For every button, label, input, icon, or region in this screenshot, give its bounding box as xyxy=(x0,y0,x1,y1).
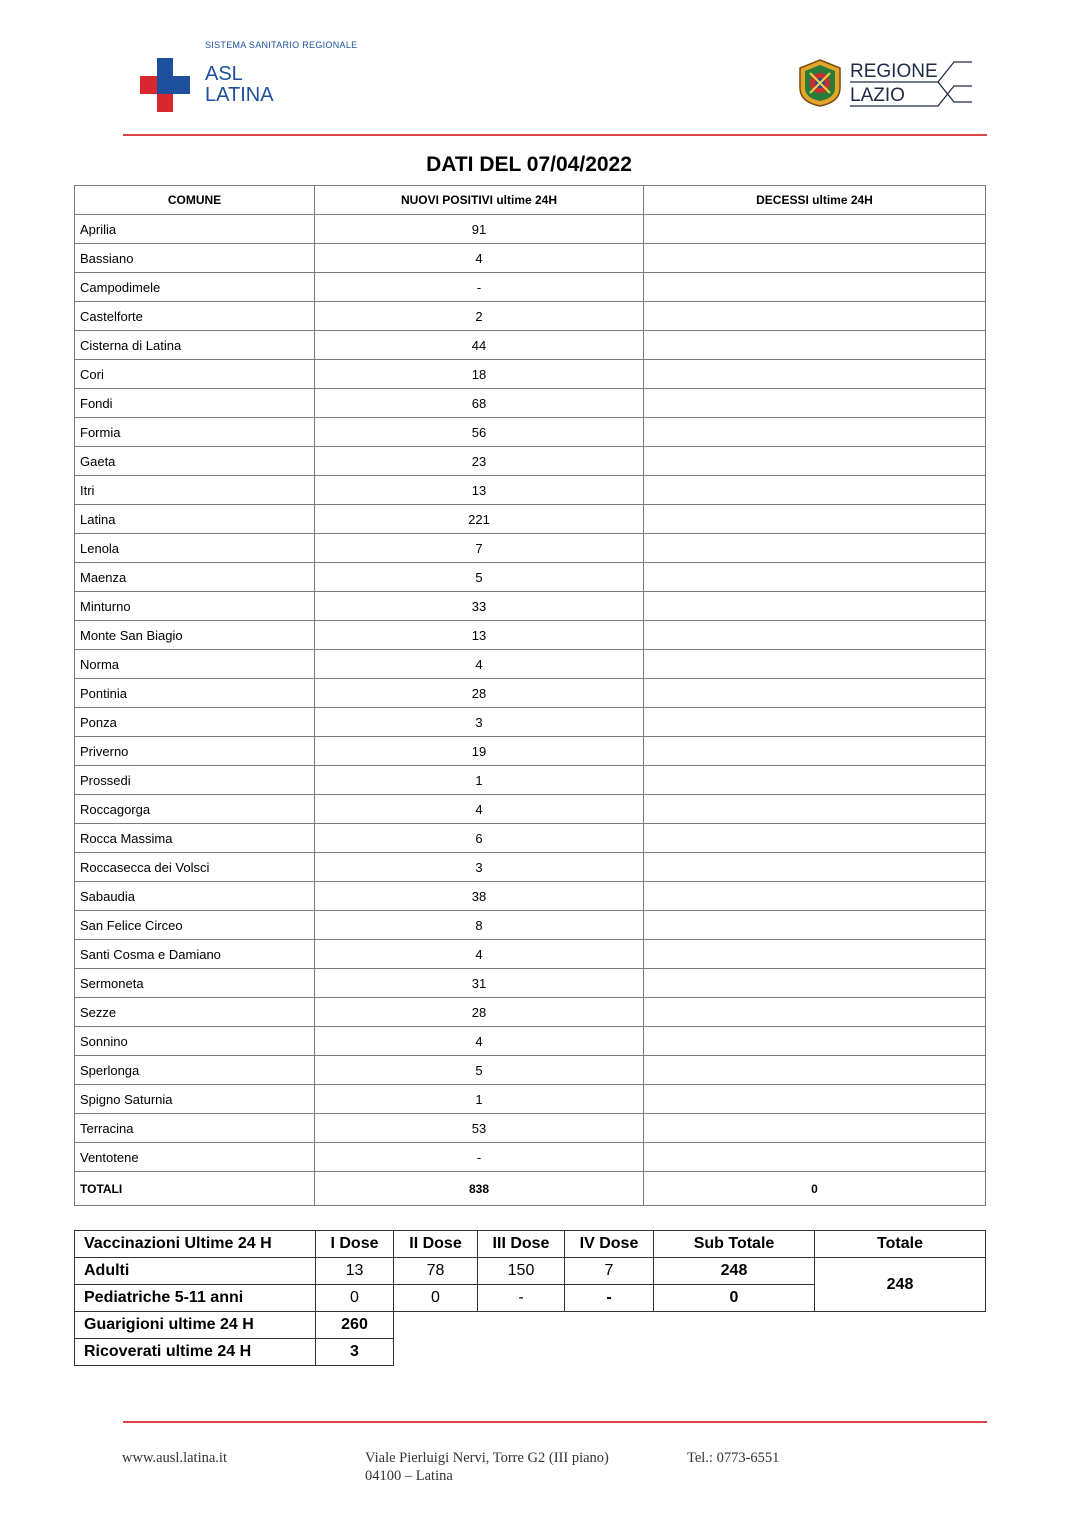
cell-comune: Spigno Saturnia xyxy=(75,1085,315,1114)
adulti-subtotale: 248 xyxy=(654,1258,815,1285)
cell-decessi xyxy=(644,1085,986,1114)
cell-positivi: 18 xyxy=(315,360,644,389)
cell-positivi: 44 xyxy=(315,331,644,360)
cell-comune: Lenola xyxy=(75,534,315,563)
vacc-header-dose2: II Dose xyxy=(394,1231,478,1258)
table-row xyxy=(75,766,986,795)
table-row xyxy=(75,418,986,447)
table-row xyxy=(75,273,986,302)
cell-positivi: 28 xyxy=(315,679,644,708)
ricoverati-row xyxy=(75,1339,986,1366)
cell-decessi xyxy=(644,302,986,331)
cell-positivi: 7 xyxy=(315,534,644,563)
cell-comune: Castelforte xyxy=(75,302,315,331)
table-row xyxy=(75,389,986,418)
cell-comune: Ponza xyxy=(75,708,315,737)
cell-comune: Rocca Massima xyxy=(75,824,315,853)
cell-comune: San Felice Circeo xyxy=(75,911,315,940)
cell-decessi xyxy=(644,940,986,969)
cell-comune: Prossedi xyxy=(75,766,315,795)
lazio-emblem-icon xyxy=(796,58,844,108)
pediatriche-dose3: - xyxy=(478,1285,565,1312)
pediatriche-label: Pediatriche 5-11 anni xyxy=(75,1285,316,1312)
cell-positivi: - xyxy=(315,1143,644,1172)
cell-decessi xyxy=(644,244,986,273)
cell-positivi: 38 xyxy=(315,882,644,911)
table-row xyxy=(75,650,986,679)
cell-positivi: 91 xyxy=(315,215,644,244)
totals-decessi: 0 xyxy=(644,1172,986,1206)
cell-comune: Ventotene xyxy=(75,1143,315,1172)
cell-positivi: - xyxy=(315,273,644,302)
cell-decessi xyxy=(644,447,986,476)
region-name xyxy=(850,60,938,108)
cell-positivi: 13 xyxy=(315,476,644,505)
cell-decessi xyxy=(644,1143,986,1172)
header-comune: COMUNE xyxy=(75,186,315,215)
vacc-header-totale: Totale xyxy=(815,1231,986,1258)
table-row xyxy=(75,998,986,1027)
footer-divider xyxy=(123,1421,987,1423)
table-row xyxy=(75,1056,986,1085)
asl-name xyxy=(205,64,274,106)
cell-positivi: 3 xyxy=(315,853,644,882)
regione-lazio-logo xyxy=(796,56,976,112)
table-row xyxy=(75,911,986,940)
cell-comune: Aprilia xyxy=(75,215,315,244)
cell-comune: Sezze xyxy=(75,998,315,1027)
cell-comune: Latina xyxy=(75,505,315,534)
cell-decessi xyxy=(644,1056,986,1085)
header-divider xyxy=(123,134,987,136)
table-row xyxy=(75,621,986,650)
cell-comune: Bassiano xyxy=(75,244,315,273)
cell-decessi xyxy=(644,824,986,853)
adulti-label: Adulti xyxy=(75,1258,316,1285)
cell-comune: Maenza xyxy=(75,563,315,592)
cell-decessi xyxy=(644,853,986,882)
table-row xyxy=(75,1143,986,1172)
table-row xyxy=(75,331,986,360)
vacc-header-dose1: I Dose xyxy=(316,1231,394,1258)
cell-positivi: 2 xyxy=(315,302,644,331)
cell-positivi: 31 xyxy=(315,969,644,998)
adulti-dose2: 78 xyxy=(394,1258,478,1285)
table-row xyxy=(75,215,986,244)
cell-positivi: 1 xyxy=(315,766,644,795)
vacc-header-row xyxy=(75,1231,986,1258)
vacc-totale: 248 xyxy=(815,1258,986,1312)
footer-address-line2: 04100 – Latina xyxy=(365,1468,453,1484)
cell-positivi: 1 xyxy=(315,1085,644,1114)
table-row xyxy=(75,1027,986,1056)
table-row xyxy=(75,824,986,853)
totals-label: TOTALI xyxy=(75,1172,315,1206)
cell-decessi xyxy=(644,215,986,244)
cell-positivi: 6 xyxy=(315,824,644,853)
table-row xyxy=(75,1085,986,1114)
cell-comune: Priverno xyxy=(75,737,315,766)
cell-comune: Gaeta xyxy=(75,447,315,476)
vacc-header-dose3: III Dose xyxy=(478,1231,565,1258)
cell-decessi xyxy=(644,563,986,592)
cell-decessi xyxy=(644,650,986,679)
header-decessi: DECESSI ultime 24H xyxy=(644,186,986,215)
cell-comune: Roccagorga xyxy=(75,795,315,824)
cell-positivi: 4 xyxy=(315,795,644,824)
cell-decessi xyxy=(644,476,986,505)
cell-comune: Sabaudia xyxy=(75,882,315,911)
cell-positivi: 4 xyxy=(315,1027,644,1056)
cell-decessi xyxy=(644,418,986,447)
cell-positivi: 23 xyxy=(315,447,644,476)
cell-comune: Formia xyxy=(75,418,315,447)
cell-decessi xyxy=(644,969,986,998)
cell-positivi: 68 xyxy=(315,389,644,418)
cell-positivi: 28 xyxy=(315,998,644,1027)
table-row xyxy=(75,708,986,737)
table-row xyxy=(75,360,986,389)
cell-comune: Fondi xyxy=(75,389,315,418)
cell-comune: Roccasecca dei Volsci xyxy=(75,853,315,882)
table-row xyxy=(75,534,986,563)
table-header-row xyxy=(75,186,986,215)
table-row xyxy=(75,447,986,476)
asl-name-line1: ASL xyxy=(205,63,243,85)
cell-comune: Cisterna di Latina xyxy=(75,331,315,360)
cell-positivi: 5 xyxy=(315,1056,644,1085)
guarigioni-value: 260 xyxy=(316,1312,394,1339)
table-row xyxy=(75,476,986,505)
cell-comune: Santi Cosma e Damiano xyxy=(75,940,315,969)
cell-comune: Terracina xyxy=(75,1114,315,1143)
table-row xyxy=(75,853,986,882)
cell-decessi xyxy=(644,273,986,302)
table-row xyxy=(75,302,986,331)
vacc-row-adulti xyxy=(75,1258,986,1285)
cell-decessi xyxy=(644,331,986,360)
totals-row xyxy=(75,1172,986,1206)
cell-decessi xyxy=(644,766,986,795)
vacc-header-dose4: IV Dose xyxy=(565,1231,654,1258)
ricoverati-label: Ricoverati ultime 24 H xyxy=(75,1339,316,1366)
cell-decessi xyxy=(644,505,986,534)
table-row xyxy=(75,795,986,824)
table-row xyxy=(75,1114,986,1143)
cell-positivi: 4 xyxy=(315,650,644,679)
vacc-header-subtotale: Sub Totale xyxy=(654,1231,815,1258)
table-row xyxy=(75,505,986,534)
cell-comune: Minturno xyxy=(75,592,315,621)
ricoverati-value: 3 xyxy=(316,1339,394,1366)
cell-positivi: 3 xyxy=(315,708,644,737)
cell-decessi xyxy=(644,389,986,418)
cell-positivi: 8 xyxy=(315,911,644,940)
footer-phone: Tel.: 0773-6551 xyxy=(687,1450,780,1466)
asl-name-line2: LATINA xyxy=(205,84,274,106)
table-row xyxy=(75,940,986,969)
cell-positivi: 221 xyxy=(315,505,644,534)
cell-comune: Sermoneta xyxy=(75,969,315,998)
table-row xyxy=(75,679,986,708)
cell-positivi: 4 xyxy=(315,940,644,969)
guarigioni-label: Guarigioni ultime 24 H xyxy=(75,1312,316,1339)
cell-positivi: 5 xyxy=(315,563,644,592)
region-name-line1: REGIONE xyxy=(850,61,938,82)
pediatriche-dose1: 0 xyxy=(316,1285,394,1312)
cell-positivi: 19 xyxy=(315,737,644,766)
cell-positivi: 33 xyxy=(315,592,644,621)
table-row xyxy=(75,563,986,592)
cell-decessi xyxy=(644,795,986,824)
cell-comune: Norma xyxy=(75,650,315,679)
pediatriche-dose4: - xyxy=(565,1285,654,1312)
totals-positivi: 838 xyxy=(315,1172,644,1206)
cell-decessi xyxy=(644,882,986,911)
table-row xyxy=(75,737,986,766)
cell-decessi xyxy=(644,621,986,650)
table-row xyxy=(75,882,986,911)
cell-positivi: 4 xyxy=(315,244,644,273)
cell-comune: Sperlonga xyxy=(75,1056,315,1085)
cell-decessi xyxy=(644,737,986,766)
cell-decessi xyxy=(644,592,986,621)
footer-address-line1: Viale Pierluigi Nervi, Torre G2 (III piano) xyxy=(365,1450,609,1466)
positivi-table xyxy=(74,185,986,1206)
footer-address xyxy=(365,1449,609,1485)
cell-positivi: 56 xyxy=(315,418,644,447)
cell-comune: Campodimele xyxy=(75,273,315,302)
cell-comune: Pontinia xyxy=(75,679,315,708)
asl-latina-logo xyxy=(140,40,400,115)
cell-decessi xyxy=(644,360,986,389)
table-row xyxy=(75,969,986,998)
pediatriche-subtotale: 0 xyxy=(654,1285,815,1312)
cell-comune: Monte San Biagio xyxy=(75,621,315,650)
cell-decessi xyxy=(644,679,986,708)
cell-comune: Cori xyxy=(75,360,315,389)
footer-website: www.ausl.latina.it xyxy=(122,1450,227,1466)
cell-positivi: 13 xyxy=(315,621,644,650)
pediatriche-dose2: 0 xyxy=(394,1285,478,1312)
table-row xyxy=(75,592,986,621)
cell-positivi: 53 xyxy=(315,1114,644,1143)
table-row xyxy=(75,244,986,273)
adulti-dose4: 7 xyxy=(565,1258,654,1285)
cell-decessi xyxy=(644,911,986,940)
adulti-dose1: 13 xyxy=(316,1258,394,1285)
guarigioni-row xyxy=(75,1312,986,1339)
region-name-line2: LAZIO xyxy=(850,85,905,106)
cell-comune: Itri xyxy=(75,476,315,505)
cell-decessi xyxy=(644,1027,986,1056)
adulti-dose3: 150 xyxy=(478,1258,565,1285)
cell-decessi xyxy=(644,708,986,737)
header-positivi: NUOVI POSITIVI ultime 24H xyxy=(315,186,644,215)
document-title: DATI DEL 07/04/2022 xyxy=(426,153,632,176)
vaccinations-table xyxy=(74,1230,986,1366)
vacc-header-label: Vaccinazioni Ultime 24 H xyxy=(75,1231,316,1258)
system-label: SISTEMA SANITARIO REGIONALE xyxy=(205,40,358,50)
table-body xyxy=(75,215,986,1172)
cell-decessi xyxy=(644,534,986,563)
cell-comune: Sonnino xyxy=(75,1027,315,1056)
cell-decessi xyxy=(644,998,986,1027)
cell-decessi xyxy=(644,1114,986,1143)
